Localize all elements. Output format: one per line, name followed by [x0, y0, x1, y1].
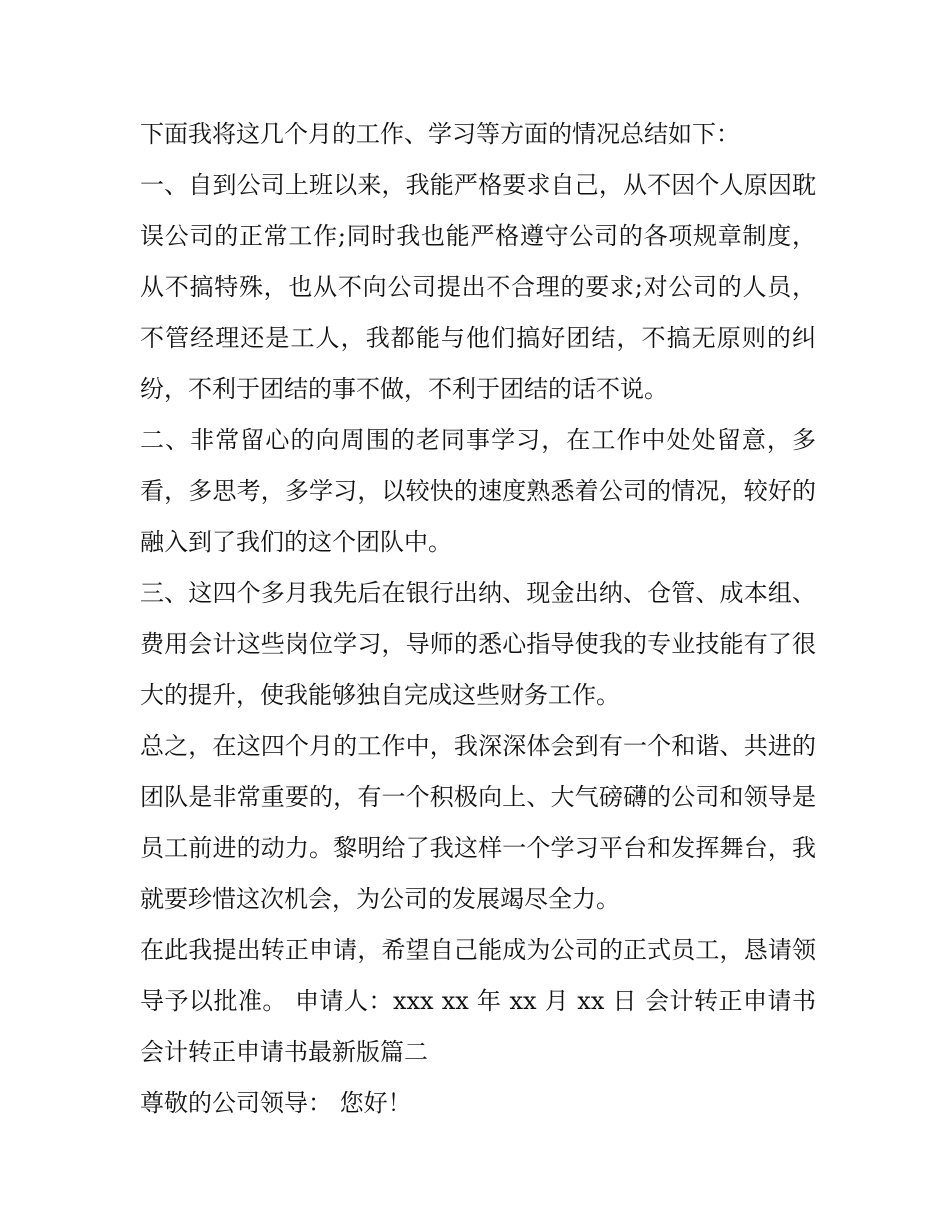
paragraph-point-two: 二、非常留心的向周围的老同事学习，在工作中处处留意，多看，多思考，多学习，以较快的速度熟悉着公司的情况，较好的融入到了我们的这个团队中。 — [140, 426, 816, 556]
paragraph-intro: 下面我将这几个月的工作、学习等方面的情况总结如下： — [140, 120, 740, 148]
document-body — [140, 109, 816, 1129]
paragraph-point-one: 一、自到公司上班以来，我能严格要求自己，从不因个人原因耽误公司的正常工作;同时我也能严格遵守公司的各项规章制度，从不搞特殊，也从不向公司提出不合理的要求;对公司的人员，不管经理还是工人，我都能与他们搞好团结，不搞无原则的纠纷，不利于团结的事不做，不利于团结的话不说。 — [140, 171, 816, 403]
paragraph-request: 在此我提出转正申请，希望自己能成为公司的正式员工，恳请领导予以批准。 申请人：xxx xx 年 xx 月 xx 日 会计转正申请书 会计转正申请书最新版篇二 — [140, 936, 816, 1066]
paragraph-summary: 总之，在这四个月的工作中，我深深体会到有一个和谐、共进的团队是非常重要的，有一个积极向上、大气磅礴的公司和领导是员工前进的动力。黎明给了我这样一个学习平台和发挥舞台，我就要珍惜这次机会，为公司的发展竭尽全力。 — [140, 732, 816, 913]
paragraph-point-three: 三、这四个多月我先后在银行出纳、现金出纳、仓管、成本组、费用会计这些岗位学习，导师的悉心指导使我的专业技能有了很大的提升，使我能够独自完成这些财务工作。 — [140, 579, 816, 709]
paragraph-salutation: 尊敬的公司领导： 您好！ — [140, 1089, 412, 1117]
